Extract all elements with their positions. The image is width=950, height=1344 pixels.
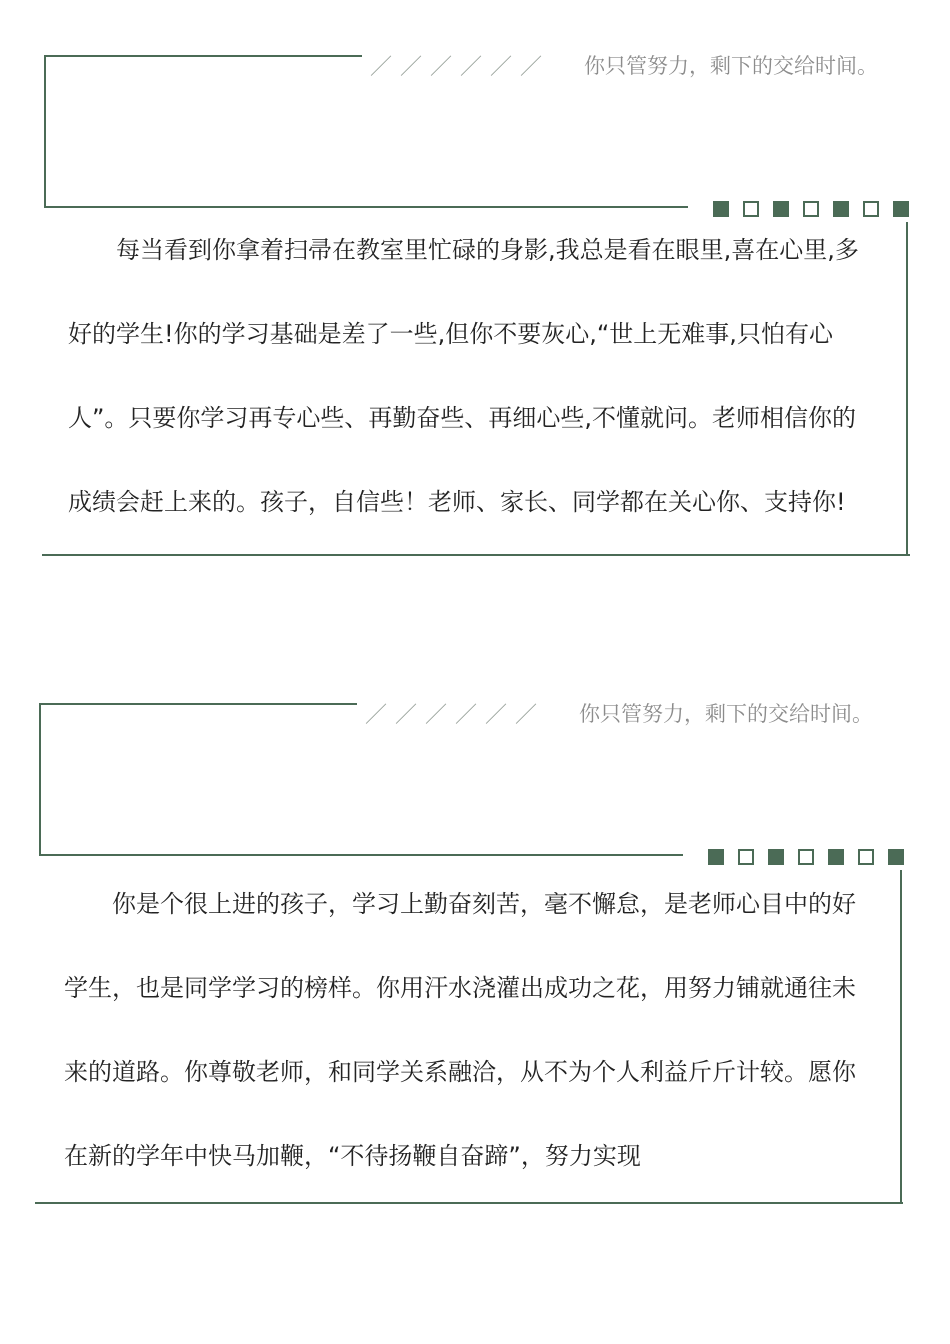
square-filled: [893, 201, 909, 217]
frame-top-line: [39, 703, 357, 705]
frame-left-line: [39, 703, 41, 856]
frame-bottom-line: [42, 554, 910, 556]
frame-middle-line: [39, 854, 683, 856]
comment-text: 每当看到你拿着扫帚在教室里忙碌的身影,我总是看在眼里,喜在心里,多好的学生!你的学习基础是差了一些,但你不要灰心,“世上无难事,只怕有心人”。只要你学习再专心些、再勤奋些、再细心些,不懂就问。老师相信你的成绩会赶上来的。孩子，自信些！老师、家长、同学都在关心你、支持你!: [68, 236, 859, 516]
frame-bottom-line: [35, 1202, 903, 1204]
frame-right-line: [906, 222, 908, 554]
comment-card-1: [0, 0, 950, 640]
tagline: 你只管努力，剩下的交给时间。: [579, 702, 873, 726]
frame-right-line: [900, 870, 902, 1202]
square-filled: [888, 849, 904, 865]
decorative-slashes: ／／／／／／: [365, 703, 546, 728]
comment-card-2: [0, 648, 950, 1288]
frame-top-line: [44, 55, 362, 57]
frame-left-line: [44, 55, 46, 208]
comment-text: 你是个很上进的孩子，学习上勤奋刻苦，毫不懈怠，是老师心目中的好学生，也是同学学习的榜样。你用汗水浇灌出成功之花，用努力铺就通往未来的道路。你尊敬老师，和同学关系融洽，从不为个人利益斤斤计较。愿你在新的学年中快马加鞭，“不待扬鞭自奋蹄”，努力实现: [64, 890, 856, 1170]
decorative-slashes: ／／／／／／: [370, 55, 551, 80]
tagline: 你只管努力，剩下的交给时间。: [584, 54, 878, 78]
